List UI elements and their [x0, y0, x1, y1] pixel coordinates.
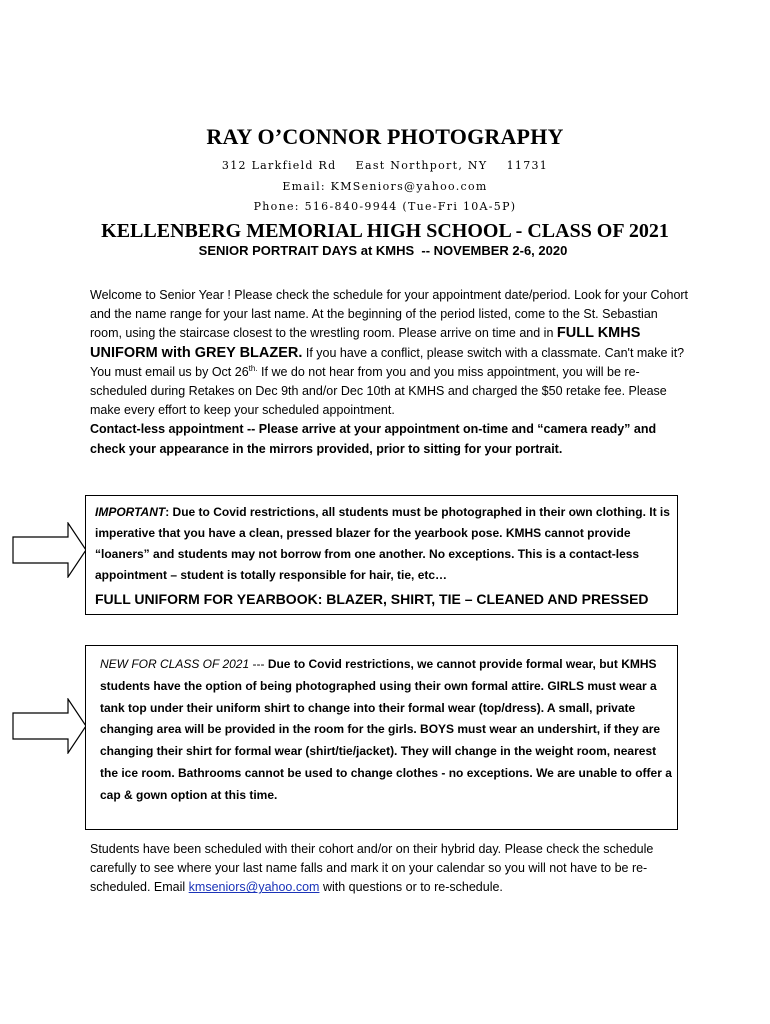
company-title: RAY O’CONNOR PHOTOGRAPHY	[206, 124, 564, 149]
closing-paragraph	[90, 840, 690, 898]
intro-text-2: If you have a conflict, please switch with a classmate. Can't make it? You must email us by Oct 26	[90, 345, 685, 379]
intro-text-3: If we do not hear from you and you miss appointment, you will be re-scheduled during Retakes on Dec 9th and/or Dec 10th at KMHS and charged the $50 retake fee. Please make every effort to keep your scheduled appointment.	[90, 364, 667, 418]
email-link[interactable]: kmseniors@yahoo.com	[188, 880, 320, 895]
arrow-right-icon	[12, 522, 88, 578]
superscript-th: th.	[248, 363, 258, 373]
important-label: IMPORTANT	[95, 505, 166, 519]
important-box	[85, 495, 678, 615]
closing-text-after: with questions or to re-schedule.	[319, 880, 503, 895]
phone-line: Phone: 516-840-9944 (Tue-Fri 10A-5P)	[253, 200, 517, 213]
new-dashes: ---	[249, 657, 268, 671]
email-line: Email: KMSeniors@yahoo.com	[282, 180, 488, 193]
intro-text-1: Welcome to Senior Year ! Please check the schedule for your appointment date/period. Look for your Cohort and the name range for your last name. At the beginning of the period listed, come to the St. Sebastian room, using the staircase closest to the wrestling room. Please arrive on time and in	[90, 288, 689, 341]
uniform-emphasis: FULL KMHS UNIFORM with GREY BLAZER.	[90, 325, 641, 361]
new-for-class-box	[85, 645, 678, 830]
contactless-note: Contact-less appointment -- Please arrive at your appointment on-time and “camera ready” and check your appearance in the mirrors provided, prior to sitting for your portrait.	[90, 422, 657, 456]
closing-text: Students have been scheduled with their cohort and/or on their hybrid day. Please check the schedule carefully to see where your last name falls and mark it on your calendar so you will not have to be re-scheduled. Email	[90, 842, 654, 895]
intro-paragraph	[90, 286, 690, 459]
new-text: Due to Covid restrictions, we cannot provide formal wear, but KMHS students have the option of being photographed using their own formal attire. GIRLS must wear a tank top under their uniform shirt to change into their formal wear (top/dress). A small, private changing area will be provided in the room for the girls. BOYS must wear an undershirt, if they are changing their shirt for formal wear (shirt/tie/jacket). They will change in the weight room, nearest the ice room. Bathrooms cannot be used to change clothes - no exceptions. We are unable to offer a cap & gown option at this time.	[100, 657, 672, 802]
uniform-requirement: FULL UNIFORM FOR YEARBOOK: BLAZER, SHIRT, TIE – CLEANED AND PRESSED	[95, 591, 649, 607]
address-line: 312 Larkfield Rd East Northport, NY 11731	[221, 159, 549, 172]
important-text: : Due to Covid restrictions, all students must be photographed in their own clothing. It is imperative that you have a clean, pressed blazer for the yearbook pose. KMHS cannot provide “loaners” and students may not borrow from one another. No exceptions. This is a contact-less appointment – student is totally responsible for hair, tie, etc…	[95, 505, 670, 582]
school-title: KELLENBERG MEMORIAL HIGH SCHOOL - CLASS OF 2021	[101, 220, 669, 242]
arrow-right-icon	[12, 698, 88, 754]
new-label: NEW FOR CLASS OF 2021	[100, 657, 250, 671]
portrait-days-subtitle: SENIOR PORTRAIT DAYS at KMHS -- NOVEMBER 2-6, 2020	[198, 243, 568, 258]
